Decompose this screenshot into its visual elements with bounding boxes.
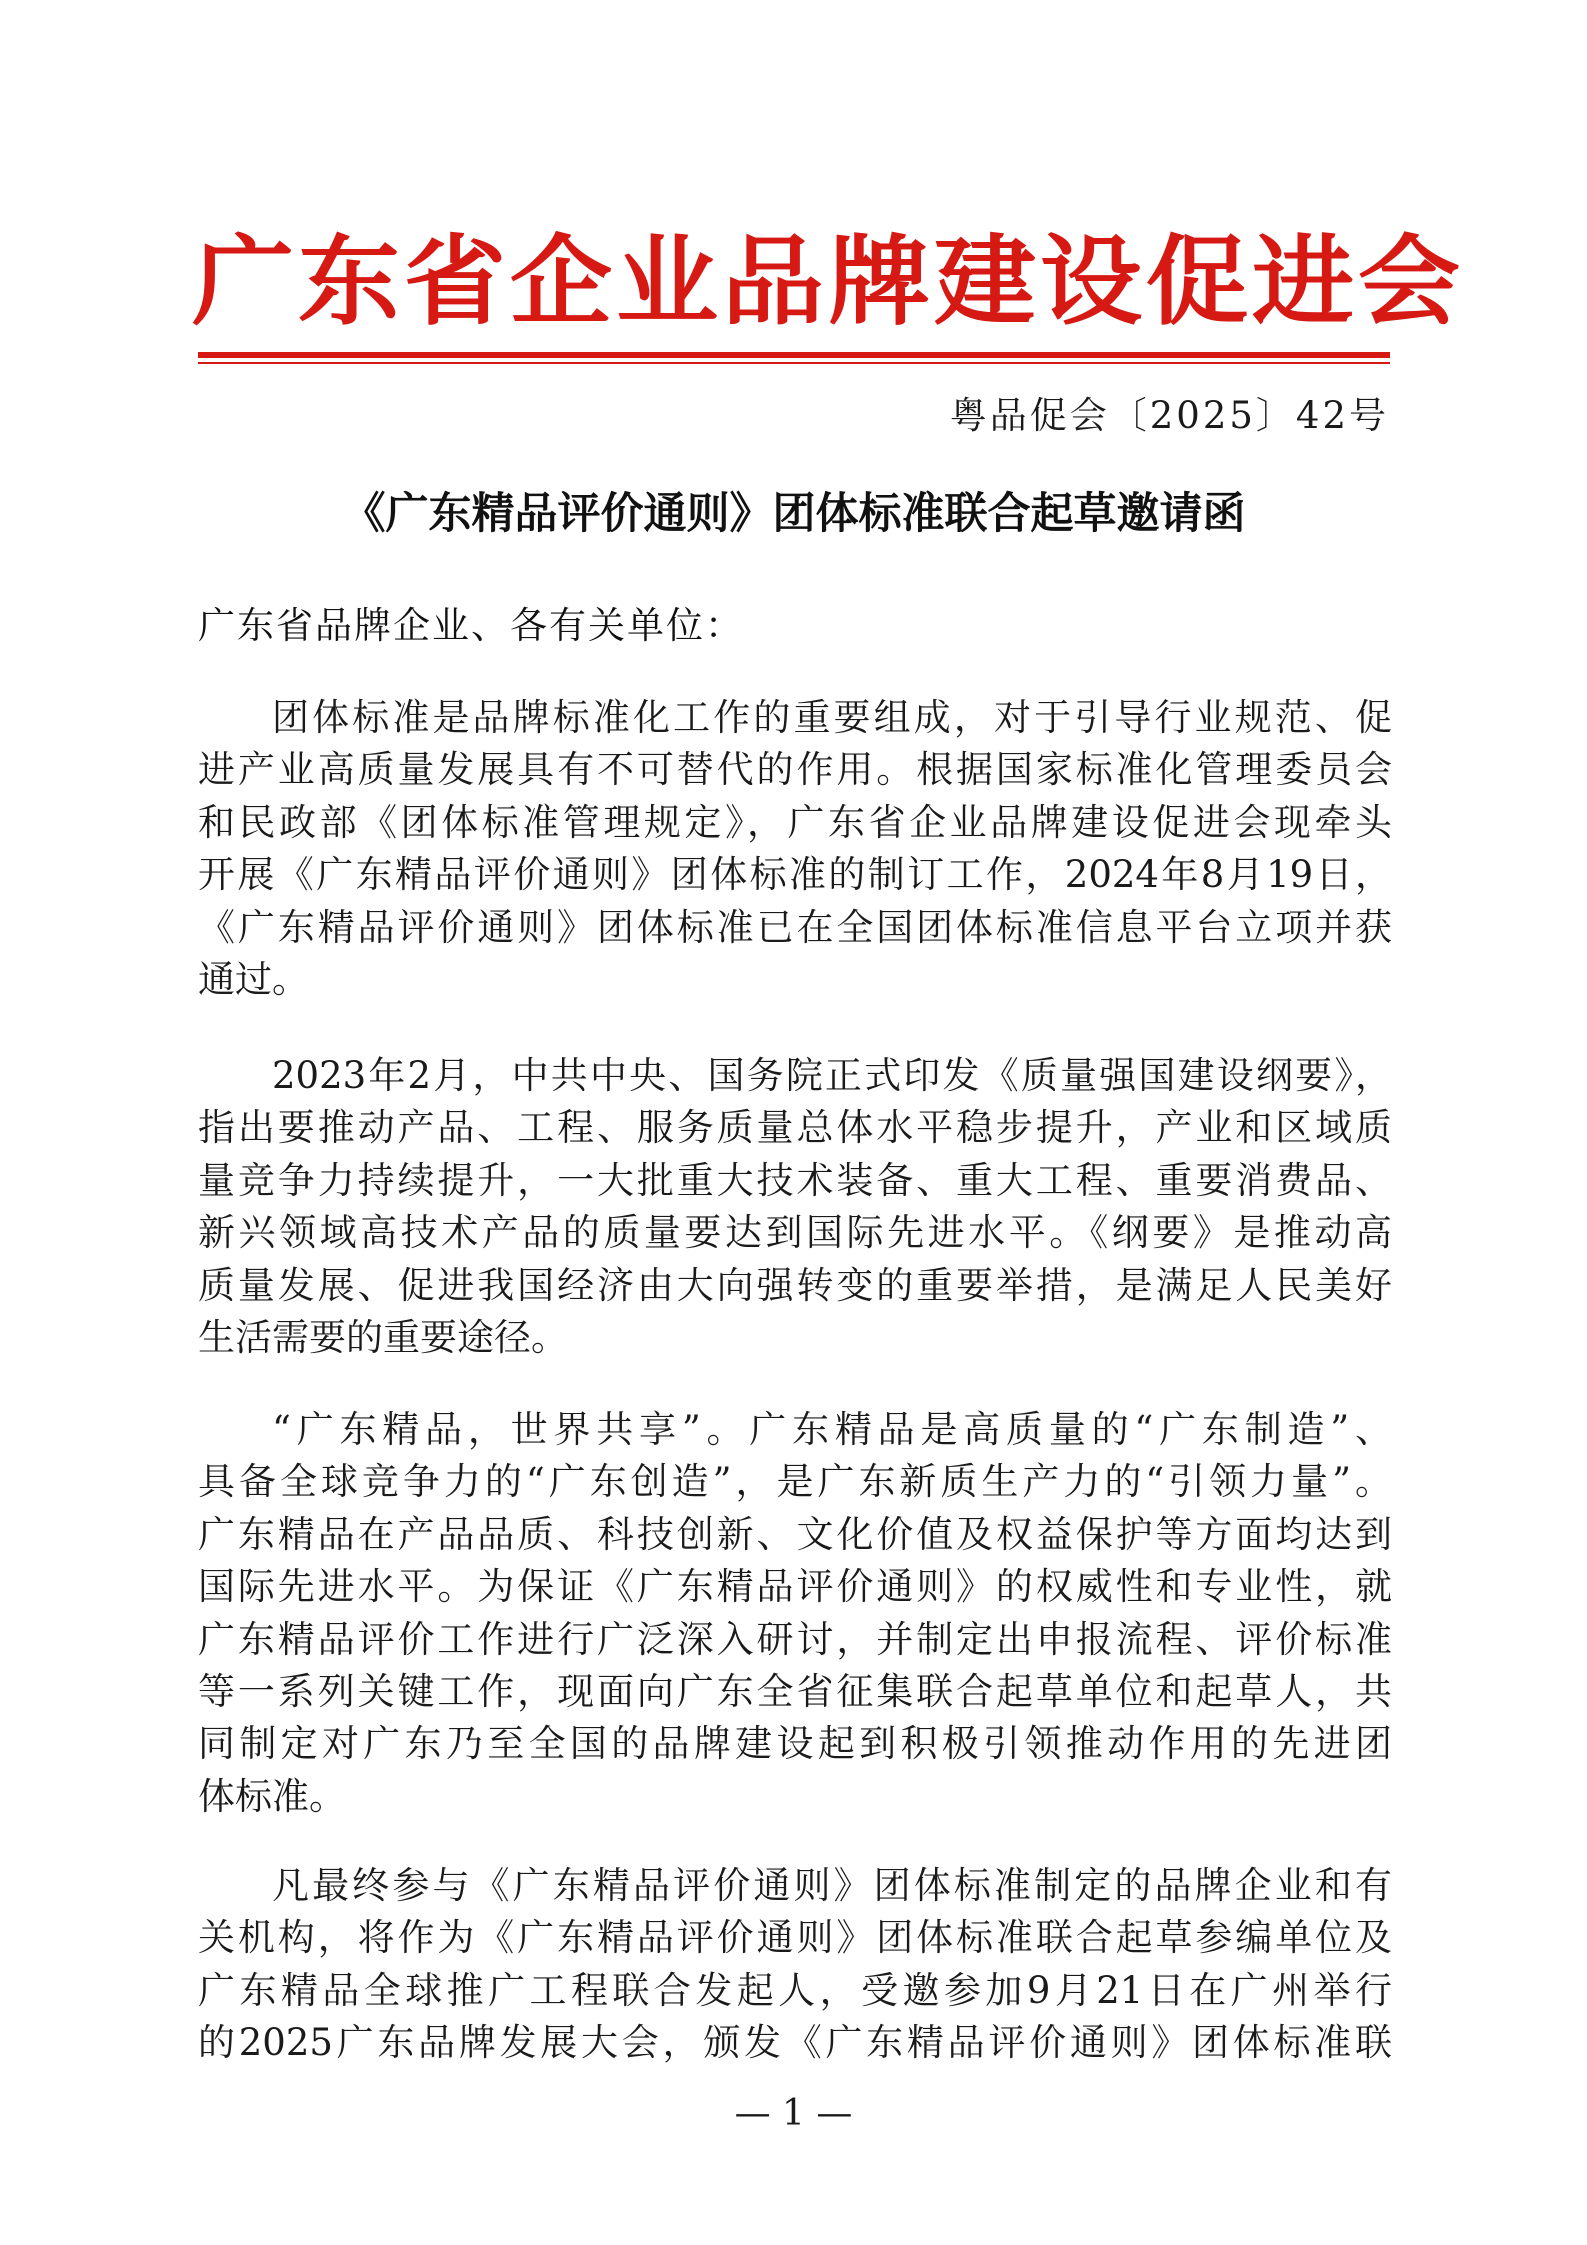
paragraph-line: 通过。	[198, 957, 309, 1001]
paragraph-line: 团体标准是品牌标准化工作的重要组成，对于引导行业规范、促	[272, 696, 1392, 739]
paragraph-line: 和民政部《团体标准管理规定》，广东省企业品牌建设促进会现牵头	[198, 800, 1392, 844]
body-paragraph-4	[198, 1860, 1392, 2070]
paragraph-line: 凡最终参与《广东精品评价通则》团体标准制定的品牌企业和有	[272, 1864, 1392, 1907]
paragraph-line: 广东精品评价工作进行广泛深入研讨，并制定出申报流程、评价标准	[198, 1617, 1392, 1661]
page-number: — 1 —	[734, 2093, 853, 2134]
document-title: 《广东精品评价通则》团体标准联合起草邀请函	[342, 489, 1246, 539]
paragraph-line: 开展《广东精品评价通则》团体标准的制订工作，2024年8月19日，	[198, 853, 1392, 897]
body-paragraph-3	[198, 1404, 1392, 1823]
paragraph-line: 广东精品在产品品质、科技创新、文化价值及权益保护等方面均达到	[198, 1512, 1392, 1556]
paragraph-line: 等一系列关键工作，现面向广东全省征集联合起草单位和起草人，共	[198, 1669, 1392, 1713]
paragraph-line: 新兴领域高技术产品的质量要达到国际先进水平。《纲要》是推动高	[198, 1211, 1392, 1255]
letterhead	[192, 218, 1464, 348]
paragraph-line: 生活需要的重要途径。	[198, 1315, 568, 1359]
body-paragraph-2	[198, 1050, 1392, 1364]
paragraph-line: 的2025广东品牌发展大会，颁发《广东精品评价通则》团体标准联	[198, 2021, 1392, 2065]
organization-name: 广东省企业品牌建设促进会	[192, 225, 1464, 340]
paragraph-line: 进产业高质量发展具有不可替代的作用。根据国家标准化管理委员会	[198, 748, 1392, 792]
paragraph-line: 指出要推动产品、工程、服务质量总体水平稳步提升，产业和区域质	[198, 1106, 1392, 1150]
paragraph-line: 具备全球竞争力的“广东创造”，是广东新质生产力的“引领力量”。	[198, 1460, 1392, 1504]
paragraph-line: 2023年2月，中共中央、国务院正式印发《质量强国建设纲要》，	[272, 1054, 1392, 1097]
paragraph-line: 广东精品全球推广工程联合发起人，受邀参加9月21日在广州举行	[198, 1968, 1392, 2012]
letterhead-rule-thick	[198, 352, 1390, 358]
body-paragraph-1	[198, 692, 1392, 1006]
paragraph-line: 《广东精品评价通则》团体标准已在全国团体标准信息平台立项并获	[198, 905, 1392, 949]
document-number: 粤品促会〔2025〕42号	[949, 394, 1389, 437]
paragraph-line: 体标准。	[198, 1774, 346, 1818]
paragraph-line: “广东精品，世界共享”。广东精品是高质量的“广东制造”、	[272, 1408, 1392, 1451]
paragraph-line: 关机构，将作为《广东精品评价通则》团体标准联合起草参编单位及	[198, 1916, 1392, 1960]
paragraph-line: 质量发展、促进我国经济由大向强转变的重要举措，是满足人民美好	[198, 1263, 1392, 1307]
salutation: 广东省品牌企业、各有关单位：	[198, 604, 744, 647]
letterhead-rule-thin	[198, 362, 1390, 364]
paragraph-line: 国际先进水平。为保证《广东精品评价通则》的权威性和专业性，就	[198, 1565, 1392, 1609]
paragraph-line: 量竞争力持续提升，一大批重大技术装备、重大工程、重要消费品、	[198, 1158, 1392, 1202]
paragraph-line: 同制定对广东乃至全国的品牌建设起到积极引领推动作用的先进团	[198, 1722, 1392, 1766]
